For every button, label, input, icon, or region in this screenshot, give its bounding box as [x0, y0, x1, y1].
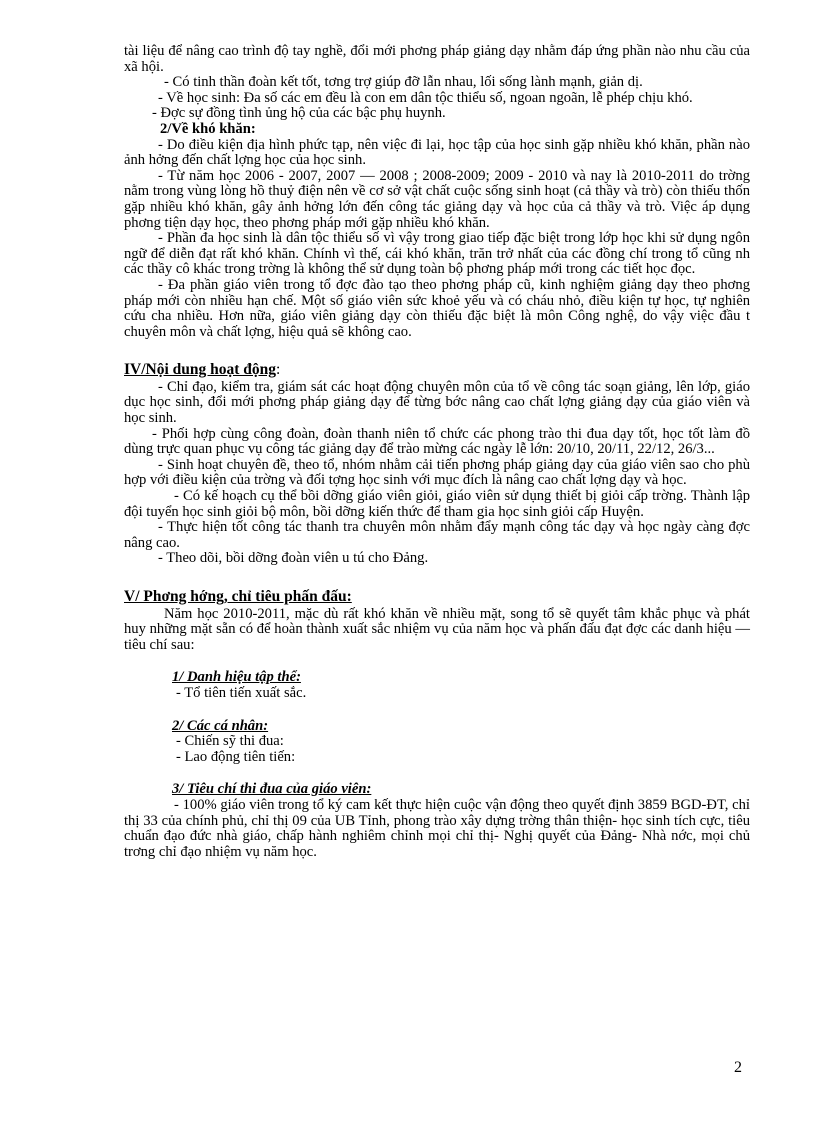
paragraph: - Đa phần giáo viên trong tổ đợc đào tạo theo phơng pháp cũ, kinh nghiệm giảng dạy theo phơng pháp mới còn nhiều hạn chế. Một số giáo viên sức khoẻ yếu và có cháu nhỏ, điều kiện tự học, tự nghiên cứu cha nhiều. Hơn nữa, giáo viên giảng dạy còn thiếu đặc biệt là môn Công nghệ, do vậy việc đầu t chuyên môn và chất lợng, hiệu quả sẽ không cao. [124, 276, 750, 340]
group-criteria [172, 782, 750, 798]
paragraph: - Phối hợp cùng công đoàn, đoàn thanh niên tổ chức các phong trào thi đua dạy tốt, học tốt làm đồ dùng trực quan phục vụ công tác giảng dạy để trào mừng các ngày lễ lớn: 20/10, 20/11, 22/12, 26/3... [124, 425, 750, 458]
group-title: 2/ Các cá nhân: [172, 717, 269, 734]
spacer [124, 340, 750, 354]
paragraph: tài liệu để nâng cao trình độ tay nghề, đổi mới phơng pháp giảng dạy nhằm đáp ứng phần nào nhu cầu của xã hội. [124, 43, 750, 75]
paragraph: - Có tinh thần đoàn kết tốt, tơng trợ giúp đỡ lẫn nhau, lối sống lành mạnh, giản dị. [164, 74, 643, 91]
paragraph: - Có kế hoạch cụ thể bồi dỡng giáo viên giỏi, giáo viên sử dụng thiết bị giỏi cấp trờng. Thành lập đội tuyển học sinh giỏi bộ môn, bồi dỡng kiến thức để tham gia học sinh giỏi cấp Huyện. [124, 488, 750, 520]
page-number: 2 [734, 1059, 742, 1076]
paragraph: - Đợc sự đồng tình ủng hộ của các bậc phụ huynh. [152, 105, 446, 122]
heading-colon: : [276, 361, 281, 379]
group-collective [172, 670, 750, 701]
paragraph: - 100% giáo viên trong tổ ký cam kết thực hiện cuộc vận động theo quyết định 3859 BGD-ĐT, chỉ thị 33 của chính phủ, chỉ thị 09 của UB Tỉnh, phong trào xây dựng trờng thân thiện- học sinh tích cực, tiêu chuẩn đạo đức nhà giáo, chấp hành nghiêm chỉnh mọi chỉ thị- Nghị quyết của Đảng- Nhà nớc, mọi chủ trơng chỉ đạo nhiệm vụ năm học. [124, 796, 750, 860]
paragraph: - Từ năm học 2006 - 2007, 2007 — 2008 ; 2008-2009; 2009 - 2010 và nay là 2010-2011 do trờng nằm trong vùng lòng hồ thuỷ điện nên về cơ sở vật chất cuộc sống sinh hoạt (cả thầy và trò) còn thiếu thốn gặp nhiều khó khăn, gây ảnh hởng lớn đến công tác giảng dạy và học của cả thầy và trò. Việc áp dụng phơng tiện dạy học, theo phơng pháp mới gặp nhiều khó khăn. [124, 167, 750, 231]
paragraph: - Chỉ đạo, kiểm tra, giám sát các hoạt động chuyên môn của tổ về công tác soạn giảng, lên lớp, giáo dục học sinh, đổi mới phơng pháp giảng dạy để từng bớc nâng cao chất lợng giảng dạy của giáo viên và học sinh. [124, 378, 750, 427]
section-5-title: V/ Phơng hớng, chỉ tiêu phấn đấu: [124, 588, 352, 605]
paragraph: - Sinh hoạt chuyên đề, theo tổ, nhóm nhằm cải tiến phơng pháp giảng dạy của giáo viên sao cho phù hợp với điều kiện của trờng và đối tợng học sinh với mục đích là nâng cao chất lợng dạy và học. [124, 456, 750, 489]
list-item: - Lao động tiên tiến: [176, 748, 296, 765]
paragraph: - Theo dõi, bồi dỡng đoàn viên u tú cho Đảng. [158, 550, 429, 567]
group-title: 3/ Tiêu chí thi đua của giáo viên: [172, 781, 372, 798]
spacer [124, 765, 750, 782]
paragraph: Năm học 2010-2011, mặc dù rất khó khăn về nhiều mặt, song tổ sẽ quyết tâm khắc phục và phát huy những mặt sẵn có để hoàn thành xuất sắc nhiệm vụ của năm học và phấn đấu đạt đợc các danh hiệu — tiêu chí sau: [124, 605, 750, 653]
paragraph: - Do điều kiện địa hình phức tạp, nên việc đi lại, học tập của học sinh gặp nhiều khó khăn, phần nào ảnh hởng đến chất lợng học của học sinh. [124, 136, 750, 169]
section-4-title: IV/Nội dung hoạt động [124, 361, 277, 379]
section-heading [124, 362, 750, 378]
spacer [124, 702, 750, 719]
group-title: 1/ Danh hiệu tập thể: [172, 669, 301, 686]
paragraph: - Phần đa học sinh là dân tộc thiểu số vì vậy trong giao tiếp đặc biệt trong lớp học khi sử dụng ngôn ngữ để diễn đạt rất khó khăn. Chính vì thế, cái khó khăn, trăn trở nhất của các đồng chí trong tổ cũng nh các thầy cô khác trong trờng là không thể sử dụng toàn bộ phơng pháp mới trong các tiết học đọc. [124, 230, 750, 278]
paragraph: - Thực hiện tốt công tác thanh tra chuyên môn nhằm đẩy mạnh công tác dạy và học ngày càng đợc nâng cao. [124, 519, 750, 551]
spacer [124, 567, 750, 581]
list-item: - Chiến sỹ thi đua: [176, 733, 284, 750]
spacer [124, 653, 750, 670]
page-content [124, 44, 750, 860]
paragraph: - Về học sinh: Đa số các em đều là con em dân tộc thiểu số, ngoan ngoãn, lễ phép chịu khó. [158, 89, 693, 106]
list-item: - Tổ tiên tiến xuất sắc. [176, 684, 307, 701]
group-individuals [172, 719, 750, 766]
difficulties-heading: 2/Về khó khăn: [160, 120, 256, 137]
